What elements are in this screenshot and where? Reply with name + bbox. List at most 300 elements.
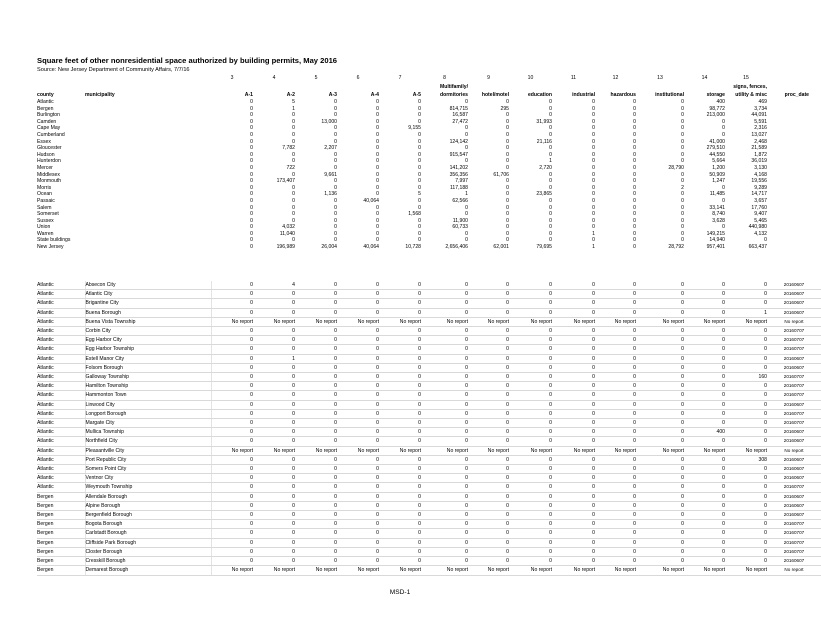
row-value: 0 <box>725 419 767 428</box>
county-value: 0 <box>465 99 468 105</box>
row-value: No report <box>211 446 253 455</box>
row-value: 0 <box>468 529 509 538</box>
row-proc-date: 20160707 <box>767 419 821 428</box>
row-value: 0 <box>684 299 725 308</box>
county-value: 3,734 <box>754 105 767 112</box>
row-value: 0 <box>253 483 295 492</box>
row-value: 0 <box>421 299 468 308</box>
row-value: 0 <box>636 465 684 474</box>
row-value: No report <box>509 446 552 455</box>
county-value: 0 <box>506 151 509 158</box>
row-value: 0 <box>595 391 636 400</box>
county-value: 0 <box>334 184 337 191</box>
row-value: 0 <box>636 474 684 483</box>
county-value: 0 <box>376 125 379 132</box>
county-value: 0 <box>334 217 337 224</box>
county-value: 0 <box>376 118 379 125</box>
row-value: 0 <box>725 520 767 529</box>
row-value: 0 <box>636 557 684 566</box>
row-municipality: Somers Point City <box>85 465 211 474</box>
county-value: 1 <box>465 191 468 198</box>
row-value: 0 <box>509 501 552 510</box>
header-county: county <box>37 92 54 98</box>
county-value: 0 <box>506 184 509 191</box>
column-number: 5 <box>314 75 318 81</box>
row-value: 0 <box>684 455 725 464</box>
page-footer: MSD-1 <box>389 589 411 596</box>
row-value: 0 <box>337 474 379 483</box>
row-value: 0 <box>552 345 595 354</box>
row-value: 0 <box>684 437 725 446</box>
row-value: 0 <box>636 299 684 308</box>
row-value: 0 <box>379 391 421 400</box>
row-county: Atlantic <box>37 373 85 382</box>
row-value: 0 <box>552 336 595 345</box>
county-value: 0 <box>549 131 552 138</box>
row-value: 0 <box>421 520 468 529</box>
row-municipality: Hamilton Township <box>85 382 211 391</box>
county-value: 0 <box>592 184 595 191</box>
county-value: 0 <box>506 138 509 145</box>
row-value: 0 <box>684 529 725 538</box>
row-value: 0 <box>636 409 684 418</box>
county-value: 0 <box>592 164 595 171</box>
row-value: 0 <box>379 400 421 409</box>
county-value: 0 <box>418 230 421 237</box>
county-value: 9,661 <box>324 171 337 178</box>
county-value: 0 <box>633 164 636 171</box>
county-value: 0 <box>250 224 253 231</box>
municipality-row <box>37 409 821 418</box>
row-proc-date: 20160607 <box>767 455 821 464</box>
county-value: 663,437 <box>748 244 767 251</box>
county-value: 40,064 <box>363 197 379 204</box>
row-value: 0 <box>337 529 379 538</box>
county-value: 0 <box>633 151 636 158</box>
row-value: 0 <box>379 327 421 336</box>
row-value: 0 <box>253 557 295 566</box>
row-value: 0 <box>509 437 552 446</box>
row-value: 0 <box>552 520 595 529</box>
row-value: 0 <box>468 520 509 529</box>
row-value: 0 <box>684 419 725 428</box>
county-value: 0 <box>592 131 595 138</box>
row-value: 0 <box>211 373 253 382</box>
row-value: 0 <box>337 465 379 474</box>
row-value: 0 <box>595 538 636 547</box>
municipality-row <box>37 327 821 336</box>
row-municipality: Buena Vista Township <box>85 317 211 326</box>
row-value: 0 <box>211 299 253 308</box>
row-value: 0 <box>684 327 725 336</box>
row-value: 0 <box>421 419 468 428</box>
county-value: 0 <box>592 197 595 204</box>
county-value: 0 <box>376 164 379 171</box>
county-value: 0 <box>633 158 636 165</box>
municipality-row <box>37 299 821 308</box>
row-value: 0 <box>684 501 725 510</box>
row-value: 0 <box>253 520 295 529</box>
row-value: 0 <box>295 345 337 354</box>
column-header: hazardous <box>610 92 636 98</box>
row-value: 0 <box>421 492 468 501</box>
county-value: 4,168 <box>754 171 767 178</box>
county-value: 0 <box>465 125 468 132</box>
county-value: 11,040 <box>279 230 295 237</box>
county-value: 0 <box>722 224 725 231</box>
row-value: 0 <box>509 529 552 538</box>
county-value: 141,202 <box>449 164 468 171</box>
county-value: 0 <box>334 197 337 204</box>
row-value: No report <box>636 566 684 575</box>
row-value: 0 <box>468 327 509 336</box>
county-value: 0 <box>506 178 509 185</box>
county-value: 0 <box>334 204 337 211</box>
row-value: 0 <box>636 501 684 510</box>
county-value: 5 <box>418 191 421 198</box>
row-county: Atlantic <box>37 299 85 308</box>
county-value: 5,465 <box>754 217 767 224</box>
row-value: 0 <box>552 538 595 547</box>
county-value: 0 <box>506 164 509 171</box>
column-header: storage <box>706 92 725 98</box>
county-value: 0 <box>418 204 421 211</box>
row-county: Atlantic <box>37 308 85 317</box>
row-value: 0 <box>509 400 552 409</box>
row-value: 0 <box>295 547 337 556</box>
row-value: 0 <box>379 354 421 363</box>
county-value: 62,566 <box>452 197 468 204</box>
county-value: 0 <box>292 118 295 125</box>
row-value: 0 <box>379 409 421 418</box>
row-value: 0 <box>552 400 595 409</box>
row-proc-date: 20160707 <box>767 483 821 492</box>
county-value: 0 <box>506 217 509 224</box>
municipality-row <box>37 419 821 428</box>
row-value: 0 <box>337 373 379 382</box>
county-value: 79,695 <box>536 244 552 251</box>
row-municipality: Linwood City <box>85 400 211 409</box>
county-value: 1,872 <box>754 151 767 158</box>
row-value: 0 <box>295 483 337 492</box>
county-value: 98,772 <box>709 105 725 112</box>
county-value: 36,019 <box>751 158 767 165</box>
county-value: 0 <box>376 105 379 112</box>
column-number: 6 <box>356 75 360 81</box>
county-value: 0 <box>418 217 421 224</box>
row-proc-date: No report <box>767 446 821 455</box>
row-county: Atlantic <box>37 345 85 354</box>
row-value: No report <box>468 446 509 455</box>
row-county: Atlantic <box>37 336 85 345</box>
row-value: 0 <box>379 308 421 317</box>
row-municipality: Bogota Borough <box>85 520 211 529</box>
row-value: No report <box>684 317 725 326</box>
county-value: 44,550 <box>709 151 725 158</box>
county-value: 295 <box>500 105 509 112</box>
row-value: 0 <box>725 327 767 336</box>
column-number: 15 <box>743 75 749 81</box>
county-value: 0 <box>465 204 468 211</box>
row-municipality: Carlstadt Borough <box>85 529 211 538</box>
row-municipality: Ventnor City <box>85 474 211 483</box>
municipality-row <box>37 455 821 464</box>
row-value: No report <box>337 317 379 326</box>
row-value: No report <box>211 566 253 575</box>
county-value: 14,940 <box>709 237 725 244</box>
row-value: 0 <box>337 547 379 556</box>
municipality-row <box>37 363 821 372</box>
row-value: No report <box>421 566 468 575</box>
county-value: 0 <box>592 224 595 231</box>
county-row <box>37 139 809 146</box>
county-value: 0 <box>250 171 253 178</box>
county-value: 0 <box>722 125 725 132</box>
row-proc-date: 20160607 <box>767 437 821 446</box>
county-value: 173,407 <box>276 178 295 185</box>
row-value: 0 <box>421 308 468 317</box>
row-county: Atlantic <box>37 483 85 492</box>
row-value: 0 <box>725 336 767 345</box>
row-value: 0 <box>337 409 379 418</box>
row-value: 0 <box>509 511 552 520</box>
row-value: 0 <box>211 474 253 483</box>
county-value: 0 <box>681 178 684 185</box>
row-value: 0 <box>468 299 509 308</box>
municipality-row <box>37 400 821 409</box>
row-value: 0 <box>468 538 509 547</box>
row-value: 0 <box>379 557 421 566</box>
row-municipality: Egg Harbor Township <box>85 345 211 354</box>
row-value: 0 <box>636 455 684 464</box>
row-value: 0 <box>379 428 421 437</box>
municipality-row <box>37 566 821 575</box>
row-proc-date: 20160607 <box>767 474 821 483</box>
county-value: 0 <box>334 105 337 112</box>
county-value: 0 <box>376 99 379 105</box>
row-value: 400 <box>684 428 725 437</box>
row-county: Bergen <box>37 520 85 529</box>
county-row <box>37 145 809 152</box>
row-value: No report <box>253 317 295 326</box>
row-value: 0 <box>725 354 767 363</box>
row-county: Atlantic <box>37 281 85 290</box>
row-value: 0 <box>295 557 337 566</box>
row-value: 0 <box>421 363 468 372</box>
row-value: 0 <box>421 345 468 354</box>
row-value: No report <box>595 317 636 326</box>
row-value: 0 <box>636 336 684 345</box>
county-value: 16,587 <box>452 112 468 119</box>
county-value: 1,200 <box>712 164 725 171</box>
row-value: 0 <box>509 373 552 382</box>
county-value: 196,989 <box>276 244 295 251</box>
county-name: Atlantic <box>37 99 54 105</box>
county-value: 279,510 <box>706 145 725 152</box>
row-value: 0 <box>509 345 552 354</box>
row-value: 0 <box>552 455 595 464</box>
county-value: 0 <box>633 191 636 198</box>
row-proc-date: 20160607 <box>767 465 821 474</box>
county-value: 0 <box>250 99 253 105</box>
county-value: 0 <box>250 145 253 152</box>
row-value: 0 <box>295 437 337 446</box>
county-value: 13,027 <box>751 131 767 138</box>
county-value: 0 <box>292 204 295 211</box>
county-value: 9,155 <box>408 125 421 132</box>
row-value: 0 <box>509 465 552 474</box>
column-header: industrial <box>572 92 595 98</box>
county-value: 0 <box>506 224 509 231</box>
county-value: 8,740 <box>712 211 725 218</box>
county-value: 0 <box>506 211 509 218</box>
row-proc-date: 20160607 <box>767 400 821 409</box>
row-value: 0 <box>379 419 421 428</box>
row-value: 0 <box>337 511 379 520</box>
county-value: 0 <box>376 191 379 198</box>
row-value: 0 <box>337 428 379 437</box>
row-value: No report <box>468 566 509 575</box>
county-value: 0 <box>376 224 379 231</box>
row-value: 0 <box>552 409 595 418</box>
row-value: 0 <box>337 419 379 428</box>
row-value: 0 <box>725 492 767 501</box>
county-value: 0 <box>418 145 421 152</box>
row-value: 0 <box>684 400 725 409</box>
county-value: 0 <box>549 105 552 112</box>
row-value: 0 <box>684 382 725 391</box>
county-value: 7,782 <box>282 145 295 152</box>
row-municipality: Egg Harbor City <box>85 336 211 345</box>
county-row <box>37 218 809 225</box>
county-value: 21,116 <box>536 138 552 145</box>
row-value: 0 <box>552 474 595 483</box>
county-name: Somerset <box>37 211 59 218</box>
row-value: 0 <box>421 547 468 556</box>
county-value: 4,132 <box>754 230 767 237</box>
row-value: 0 <box>684 465 725 474</box>
municipality-row <box>37 557 821 566</box>
row-proc-date: 20160707 <box>767 409 821 418</box>
county-value: 0 <box>292 138 295 145</box>
county-value: 44,091 <box>751 112 767 119</box>
row-value: 0 <box>509 428 552 437</box>
county-value: 0 <box>549 224 552 231</box>
row-value: 0 <box>211 354 253 363</box>
row-value: 0 <box>295 511 337 520</box>
row-municipality: Absecon City <box>85 281 211 290</box>
row-value: 0 <box>211 327 253 336</box>
county-value: 0 <box>592 138 595 145</box>
row-municipality: Bergenfield Borough <box>85 511 211 520</box>
row-value: 0 <box>552 437 595 446</box>
row-value: 0 <box>725 547 767 556</box>
row-county: Atlantic <box>37 455 85 464</box>
row-value: 0 <box>421 400 468 409</box>
row-value: No report <box>636 317 684 326</box>
county-value: 0 <box>681 112 684 119</box>
county-value: 0 <box>250 105 253 112</box>
row-value: 0 <box>337 290 379 299</box>
county-value: 0 <box>681 125 684 132</box>
county-value: 61,706 <box>493 171 509 178</box>
row-county: Bergen <box>37 511 85 520</box>
county-value: 0 <box>506 131 509 138</box>
row-value: 0 <box>595 520 636 529</box>
row-value: 0 <box>253 501 295 510</box>
county-row <box>37 237 809 244</box>
row-proc-date: 20160707 <box>767 336 821 345</box>
county-row <box>37 112 809 119</box>
row-value: 0 <box>253 290 295 299</box>
row-value: 0 <box>684 511 725 520</box>
county-value: 2,720 <box>539 164 552 171</box>
county-value: 0 <box>376 204 379 211</box>
row-value: 0 <box>468 492 509 501</box>
county-value: 0 <box>722 197 725 204</box>
county-value: 0 <box>292 237 295 244</box>
row-value: 0 <box>725 557 767 566</box>
row-value: 0 <box>379 437 421 446</box>
county-value: 41,000 <box>709 138 725 145</box>
county-name: Bergen <box>37 105 54 112</box>
row-county: Atlantic <box>37 474 85 483</box>
county-value: 0 <box>681 131 684 138</box>
row-value: No report <box>636 446 684 455</box>
row-value: 0 <box>595 382 636 391</box>
county-value: 0 <box>549 151 552 158</box>
row-value: 0 <box>552 308 595 317</box>
row-value: 0 <box>253 299 295 308</box>
row-value: 0 <box>552 428 595 437</box>
row-value: 0 <box>509 391 552 400</box>
row-value: 0 <box>595 465 636 474</box>
county-value: 0 <box>418 105 421 112</box>
row-value: 0 <box>636 483 684 492</box>
county-value: 0 <box>334 178 337 185</box>
county-value: 0 <box>250 125 253 132</box>
row-value: 0 <box>421 428 468 437</box>
row-value: 0 <box>211 483 253 492</box>
row-value: 0 <box>552 465 595 474</box>
county-value: 0 <box>592 105 595 112</box>
county-row <box>37 231 809 238</box>
row-value: 0 <box>421 474 468 483</box>
row-value: 0 <box>595 428 636 437</box>
county-value: 0 <box>592 99 595 105</box>
row-value: 0 <box>636 391 684 400</box>
row-value: 0 <box>253 336 295 345</box>
county-value: 0 <box>376 112 379 119</box>
county-value: 0 <box>506 145 509 152</box>
row-value: 0 <box>725 345 767 354</box>
column-header: hotel/motel <box>481 92 509 98</box>
row-county: Atlantic <box>37 446 85 455</box>
county-value: 0 <box>681 197 684 204</box>
row-municipality: Demarest Borough <box>85 566 211 575</box>
county-value: 3,657 <box>754 197 767 204</box>
row-county: Bergen <box>37 501 85 510</box>
row-value: 0 <box>509 483 552 492</box>
county-value: 0 <box>681 191 684 198</box>
row-municipality: Folsom Borough <box>85 363 211 372</box>
row-proc-date: 20160707 <box>767 529 821 538</box>
row-value: 0 <box>725 437 767 446</box>
row-value: 0 <box>468 455 509 464</box>
column-number: 11 <box>570 75 577 81</box>
header-multifamily-top: Multifamily/ <box>439 84 468 90</box>
row-value: 0 <box>684 281 725 290</box>
